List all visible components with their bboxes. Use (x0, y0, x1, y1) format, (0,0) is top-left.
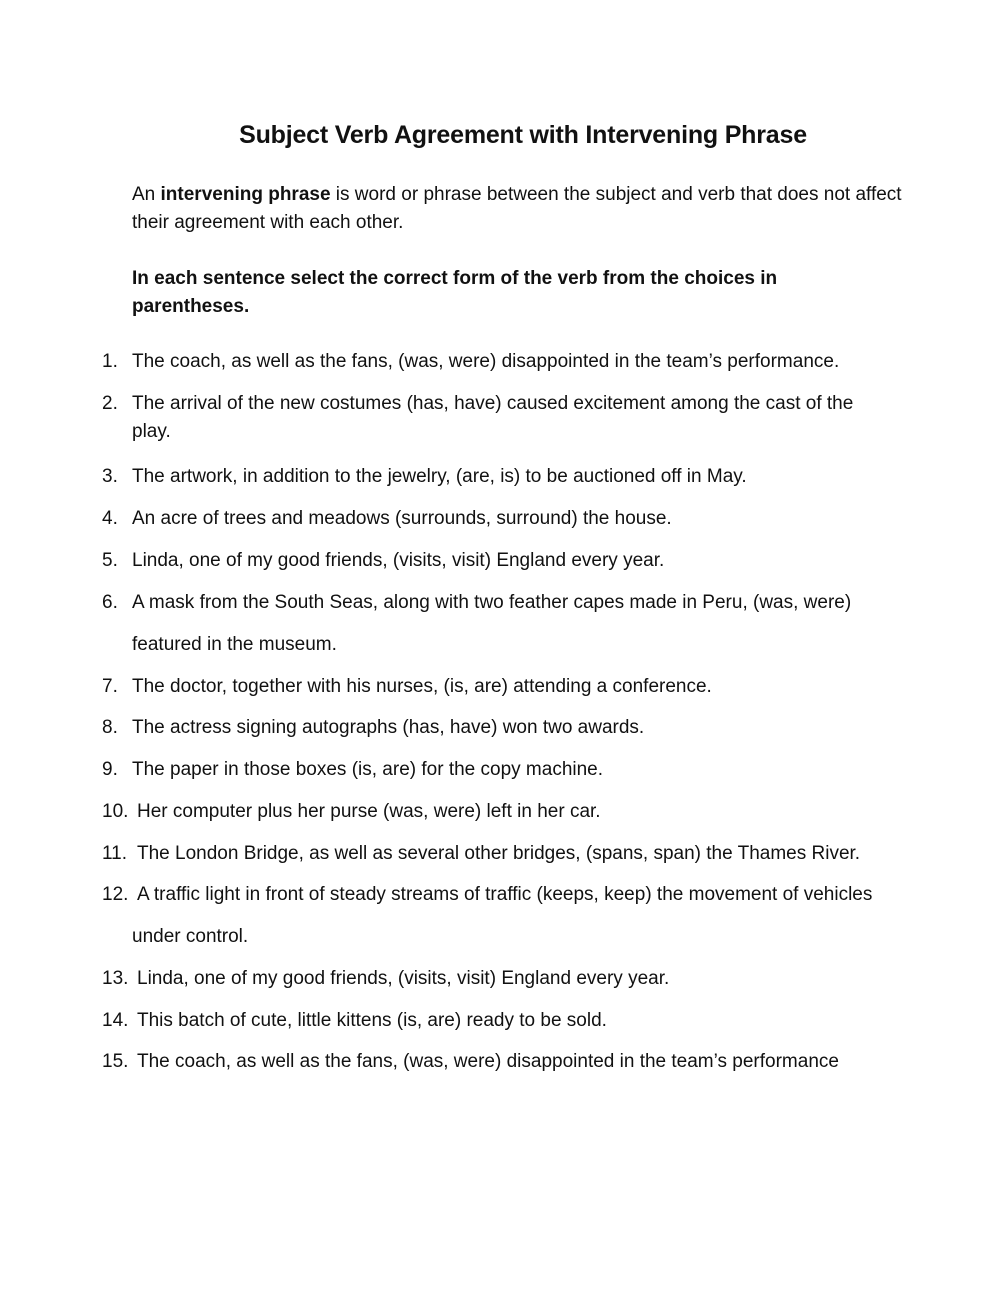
question-13 (102, 965, 932, 993)
question-number: 10. (102, 801, 129, 822)
question-number: 7. (102, 676, 118, 697)
question-15 (102, 1048, 932, 1076)
question-7 (102, 673, 932, 701)
question-3 (102, 463, 932, 491)
question-number: 13. (102, 968, 129, 989)
question-1 (102, 348, 932, 376)
question-text: The coach, as well as the fans, (was, were) disappointed in the team’s performance (137, 1051, 839, 1072)
question-6 (102, 582, 872, 666)
question-text: This batch of cute, little kittens (is, are) ready to be sold. (137, 1010, 607, 1031)
question-number: 1. (102, 351, 118, 372)
instructions: In each sentence select the correct form of the verb from the choices in parentheses. (132, 268, 778, 317)
question-text: The arrival of the new costumes (has, have) caused excitement among the cast of the play. (132, 393, 854, 442)
question-number: 3. (102, 466, 118, 487)
question-text: Linda, one of my good friends, (visits, visit) England every year. (137, 968, 670, 989)
question-14 (102, 1007, 932, 1035)
question-number: 14. (102, 1010, 129, 1031)
question-text: Linda, one of my good friends, (visits, visit) England every year. (132, 550, 665, 571)
intro-suffix: is word or phrase between the subject and verb that does not affect their agreement with each other. (132, 184, 902, 233)
question-text: The paper in those boxes (is, are) for the copy machine. (132, 759, 604, 780)
question-text: The artwork, in addition to the jewelry, (are, is) to be auctioned off in May. (132, 466, 747, 487)
intro-paragraph (132, 181, 912, 237)
question-number: 6. (102, 592, 118, 613)
question-text: An acre of trees and meadows (surrounds, surround) the house. (132, 508, 672, 529)
question-number: 8. (102, 717, 118, 738)
question-9 (102, 756, 932, 784)
question-number: 15. (102, 1051, 129, 1072)
question-2 (102, 390, 902, 446)
question-text: A mask from the South Seas, along with two feather capes made in Peru, (was, were) featured in the museum. (132, 592, 852, 655)
question-8 (102, 714, 932, 742)
question-text: The coach, as well as the fans, (was, were) disappointed in the team’s performance. (132, 351, 840, 372)
question-number: 12. (102, 884, 129, 905)
question-text: Her computer plus her purse (was, were) left in her car. (137, 801, 601, 822)
question-11 (102, 840, 932, 868)
question-5 (102, 547, 932, 575)
question-number: 11. (102, 843, 128, 864)
question-number: 9. (102, 759, 118, 780)
intro-prefix: An (132, 184, 161, 205)
question-text: The actress signing autographs (has, have) won two awards. (132, 717, 645, 738)
question-12 (102, 874, 892, 958)
question-text: The London Bridge, as well as several other bridges, (spans, span) the Thames River. (137, 843, 861, 864)
question-text: The doctor, together with his nurses, (is, are) attending a conference. (132, 676, 712, 697)
question-10 (102, 798, 932, 826)
question-text: A traffic light in front of steady streams of traffic (keeps, keep) the movement of vehicles under control. (132, 884, 873, 947)
question-number: 4. (102, 508, 118, 529)
question-number: 2. (102, 393, 118, 414)
question-4 (102, 505, 932, 533)
intro-term: intervening phrase (160, 184, 331, 205)
question-number: 5. (102, 550, 118, 571)
page-title: Subject Verb Agreement with Intervening Phrase (239, 121, 807, 149)
